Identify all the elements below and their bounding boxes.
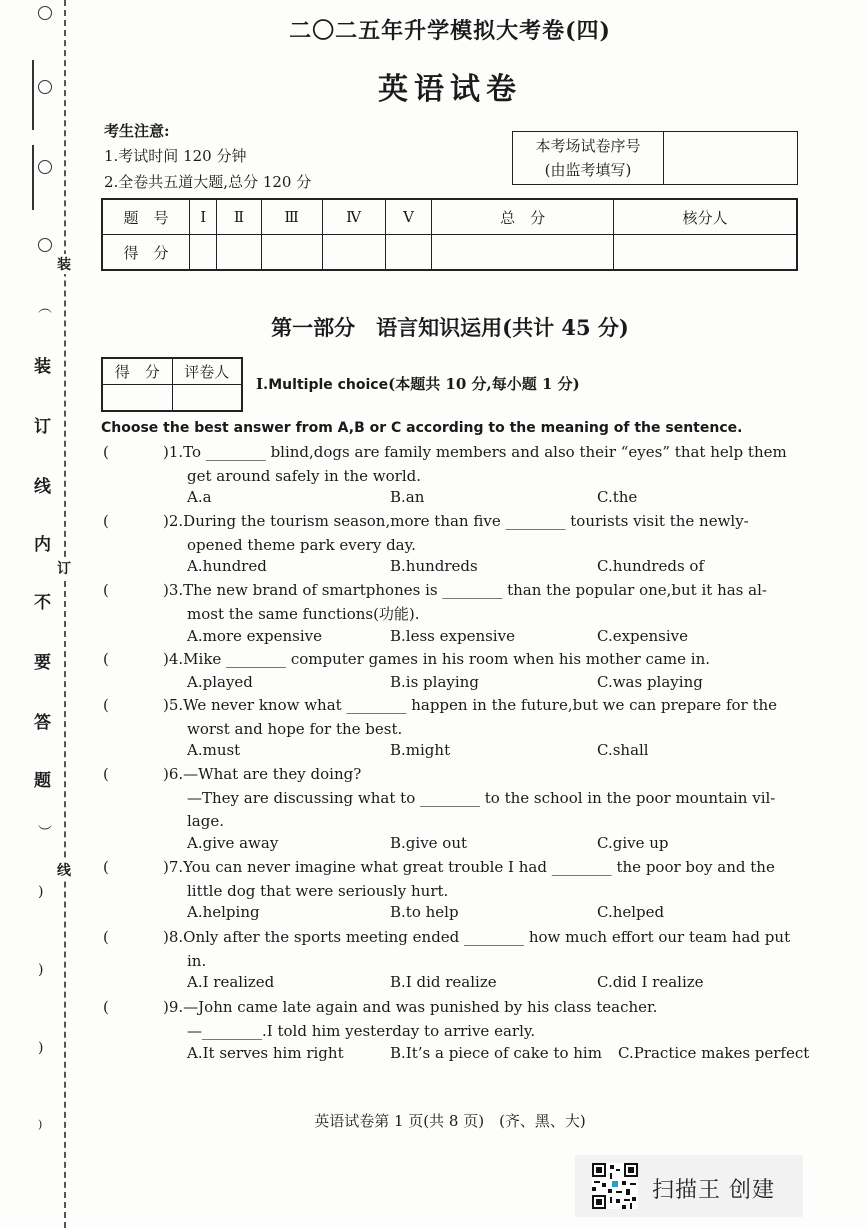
binding-bracket (32, 145, 34, 210)
score-cell[interactable] (190, 235, 217, 271)
score-header-cell: 总 分 (432, 199, 614, 235)
question-stem-cont: —They are discussing what to ________ to the school in the poor mountain vil- (187, 789, 776, 807)
option-c[interactable]: C.the (597, 488, 638, 506)
question-stem-cont: opened theme park every day. (187, 536, 416, 554)
page-footer: 英语试卷第 1 页(共 8 页) (齐、黑、大) (314, 1112, 586, 1130)
score-table (101, 198, 798, 271)
answer-bracket[interactable]: ( (103, 928, 109, 946)
option-b[interactable]: B.It’s a piece of cake to him (390, 1044, 602, 1062)
question-stem: )3.The new brand of smartphones is ________ than the popular one,but it has al- (163, 581, 767, 599)
binding-mark: ︵ (38, 300, 52, 316)
option-c[interactable]: C.did I realize (597, 973, 704, 991)
question-stem: )9.—John came late again and was punished by his class teacher. (163, 998, 658, 1016)
option-c[interactable]: C.expensive (597, 627, 689, 645)
binding-char: 内 (34, 535, 51, 555)
score-cell[interactable] (613, 235, 797, 271)
option-a[interactable]: A.I realized (187, 973, 275, 991)
question-stem: )8.Only after the sports meeting ended ________ how much effort our team had put (163, 928, 791, 946)
notice-item: 1.考试时间 120 分钟 (104, 147, 247, 165)
binding-mark: ) (38, 962, 44, 978)
score-header-cell: Ⅴ (385, 199, 432, 235)
binding-label: 线 (57, 860, 71, 880)
binding-hole (38, 238, 52, 252)
binding-char: 答 (34, 713, 51, 733)
binding-char: 线 (34, 477, 51, 497)
question-stem: )2.During the tourism season,more than five ________ tourists visit the newly- (163, 512, 749, 530)
option-b[interactable]: B.to help (390, 903, 459, 921)
answer-bracket[interactable]: ( (103, 858, 109, 876)
option-a[interactable]: A.a (187, 488, 212, 506)
grader-box (101, 357, 243, 412)
score-header-cell: Ⅱ (217, 199, 261, 235)
question-stem-cont: lage. (187, 812, 224, 830)
section-note: (本题共 10 分,每小题 1 分) (388, 375, 580, 393)
score-header-cell: 题 号 (102, 199, 190, 235)
option-b[interactable]: B.less expensive (390, 627, 515, 645)
serial-label: 本考场试卷序号 (535, 137, 641, 155)
binding-mark: ) (38, 1040, 44, 1056)
binding-label: 订 (57, 558, 71, 578)
answer-bracket[interactable]: ( (103, 650, 109, 668)
binding-hole (38, 160, 52, 174)
qr-code-icon (592, 1163, 638, 1209)
binding-mark: ︶ (38, 825, 52, 841)
question-stem-cont: get around safely in the world. (187, 467, 421, 485)
grader-name-label: 评卷人 (172, 358, 242, 385)
option-b[interactable]: B.hundreds (390, 557, 478, 575)
score-cell[interactable] (217, 235, 261, 271)
option-b[interactable]: B.might (390, 741, 451, 759)
score-cell[interactable] (432, 235, 614, 271)
instruction: Choose the best answer from A,B or C according to the meaning of the sentence. (101, 420, 743, 436)
question-stem-cont: worst and hope for the best. (187, 720, 403, 738)
option-c[interactable]: C.helped (597, 903, 665, 921)
grader-score-label: 得 分 (102, 358, 172, 385)
answer-bracket[interactable]: ( (103, 998, 109, 1016)
binding-mark: ) (38, 1118, 43, 1131)
section-name: Multiple choice (268, 377, 389, 393)
question-stem-cont: —________.I told him yesterday to arrive early. (187, 1022, 536, 1040)
score-cell[interactable] (261, 235, 322, 271)
binding-label: 装 (57, 254, 71, 274)
binding-dashed-line (64, 0, 66, 1228)
option-a[interactable]: A.give away (187, 834, 279, 852)
section-number: Ⅰ. (256, 375, 269, 393)
question-stem-cont: most the same functions(功能). (187, 605, 420, 623)
question-stem-cont: little dog that were seriously hurt. (187, 882, 449, 900)
binding-char: 不 (34, 593, 51, 613)
score-row-label: 得 分 (102, 235, 190, 271)
option-a[interactable]: A.It serves him right (187, 1044, 344, 1062)
subject-title: 英语试卷 (378, 72, 522, 107)
part-title: 第一部分 语言知识运用(共计 45 分) (271, 315, 629, 340)
score-table-header-row (102, 199, 797, 235)
option-c[interactable]: C.give up (597, 834, 669, 852)
notice-heading: 考生注意: (104, 122, 170, 140)
notice-item: 2.全卷共五道大题,总分 120 分 (104, 173, 312, 191)
serial-sublabel: (由监考填写) (544, 161, 632, 179)
option-b[interactable]: B.I did realize (390, 973, 497, 991)
question-stem: )4.Mike ________ computer games in his room when his mother came in. (163, 650, 710, 668)
question-stem: )5.We never know what ________ happen in the future,but we can prepare for the (163, 696, 778, 714)
grader-score-field[interactable] (102, 385, 172, 412)
score-header-cell: Ⅳ (322, 199, 385, 235)
binding-char: 题 (34, 771, 51, 791)
section-title (256, 373, 580, 394)
score-header-cell: Ⅰ (190, 199, 217, 235)
option-c[interactable]: C.shall (597, 741, 649, 759)
answer-bracket[interactable]: ( (103, 443, 109, 461)
option-a[interactable]: A.played (187, 673, 253, 691)
binding-char: 要 (34, 653, 51, 673)
binding-char: 装 (34, 357, 51, 377)
option-a[interactable]: A.more expensive (187, 627, 322, 645)
grader-name-field[interactable] (172, 385, 242, 412)
answer-bracket[interactable]: ( (103, 512, 109, 530)
binding-mark: ) (38, 884, 44, 900)
answer-bracket[interactable]: ( (103, 696, 109, 714)
exam-series-title: 二〇二五年升学模拟大考卷(四) (289, 18, 611, 44)
question-stem-cont: in. (187, 952, 207, 970)
option-a[interactable]: A.helping (187, 903, 260, 921)
score-cell[interactable] (385, 235, 432, 271)
binding-char: 订 (34, 417, 51, 437)
option-b[interactable]: B.is playing (390, 673, 479, 691)
score-header-cell: 核分人 (613, 199, 797, 235)
score-table-score-row (102, 235, 797, 271)
option-c[interactable]: C.hundreds of (597, 557, 704, 575)
option-a[interactable]: A.hundred (187, 557, 267, 575)
exam-serial-box (512, 131, 798, 185)
answer-bracket[interactable]: ( (103, 581, 109, 599)
question-stem: )7.You can never imagine what great trouble I had ________ the poor boy and the (163, 858, 775, 876)
option-c[interactable]: C.was playing (597, 673, 703, 691)
score-header-cell: Ⅲ (261, 199, 322, 235)
answer-bracket[interactable]: ( (103, 765, 109, 783)
option-a[interactable]: A.must (187, 741, 241, 759)
question-stem: )1.To ________ blind,dogs are family members and also their “eyes” that help them (163, 443, 787, 461)
option-c[interactable]: C.Practice makes perfect (618, 1044, 810, 1062)
serial-value-field[interactable] (664, 132, 798, 185)
score-cell[interactable] (322, 235, 385, 271)
watermark-text: 扫描王 创建 (652, 1178, 775, 1203)
option-b[interactable]: B.give out (390, 834, 468, 852)
option-b[interactable]: B.an (390, 488, 425, 506)
question-stem: )6.—What are they doing? (163, 765, 362, 783)
